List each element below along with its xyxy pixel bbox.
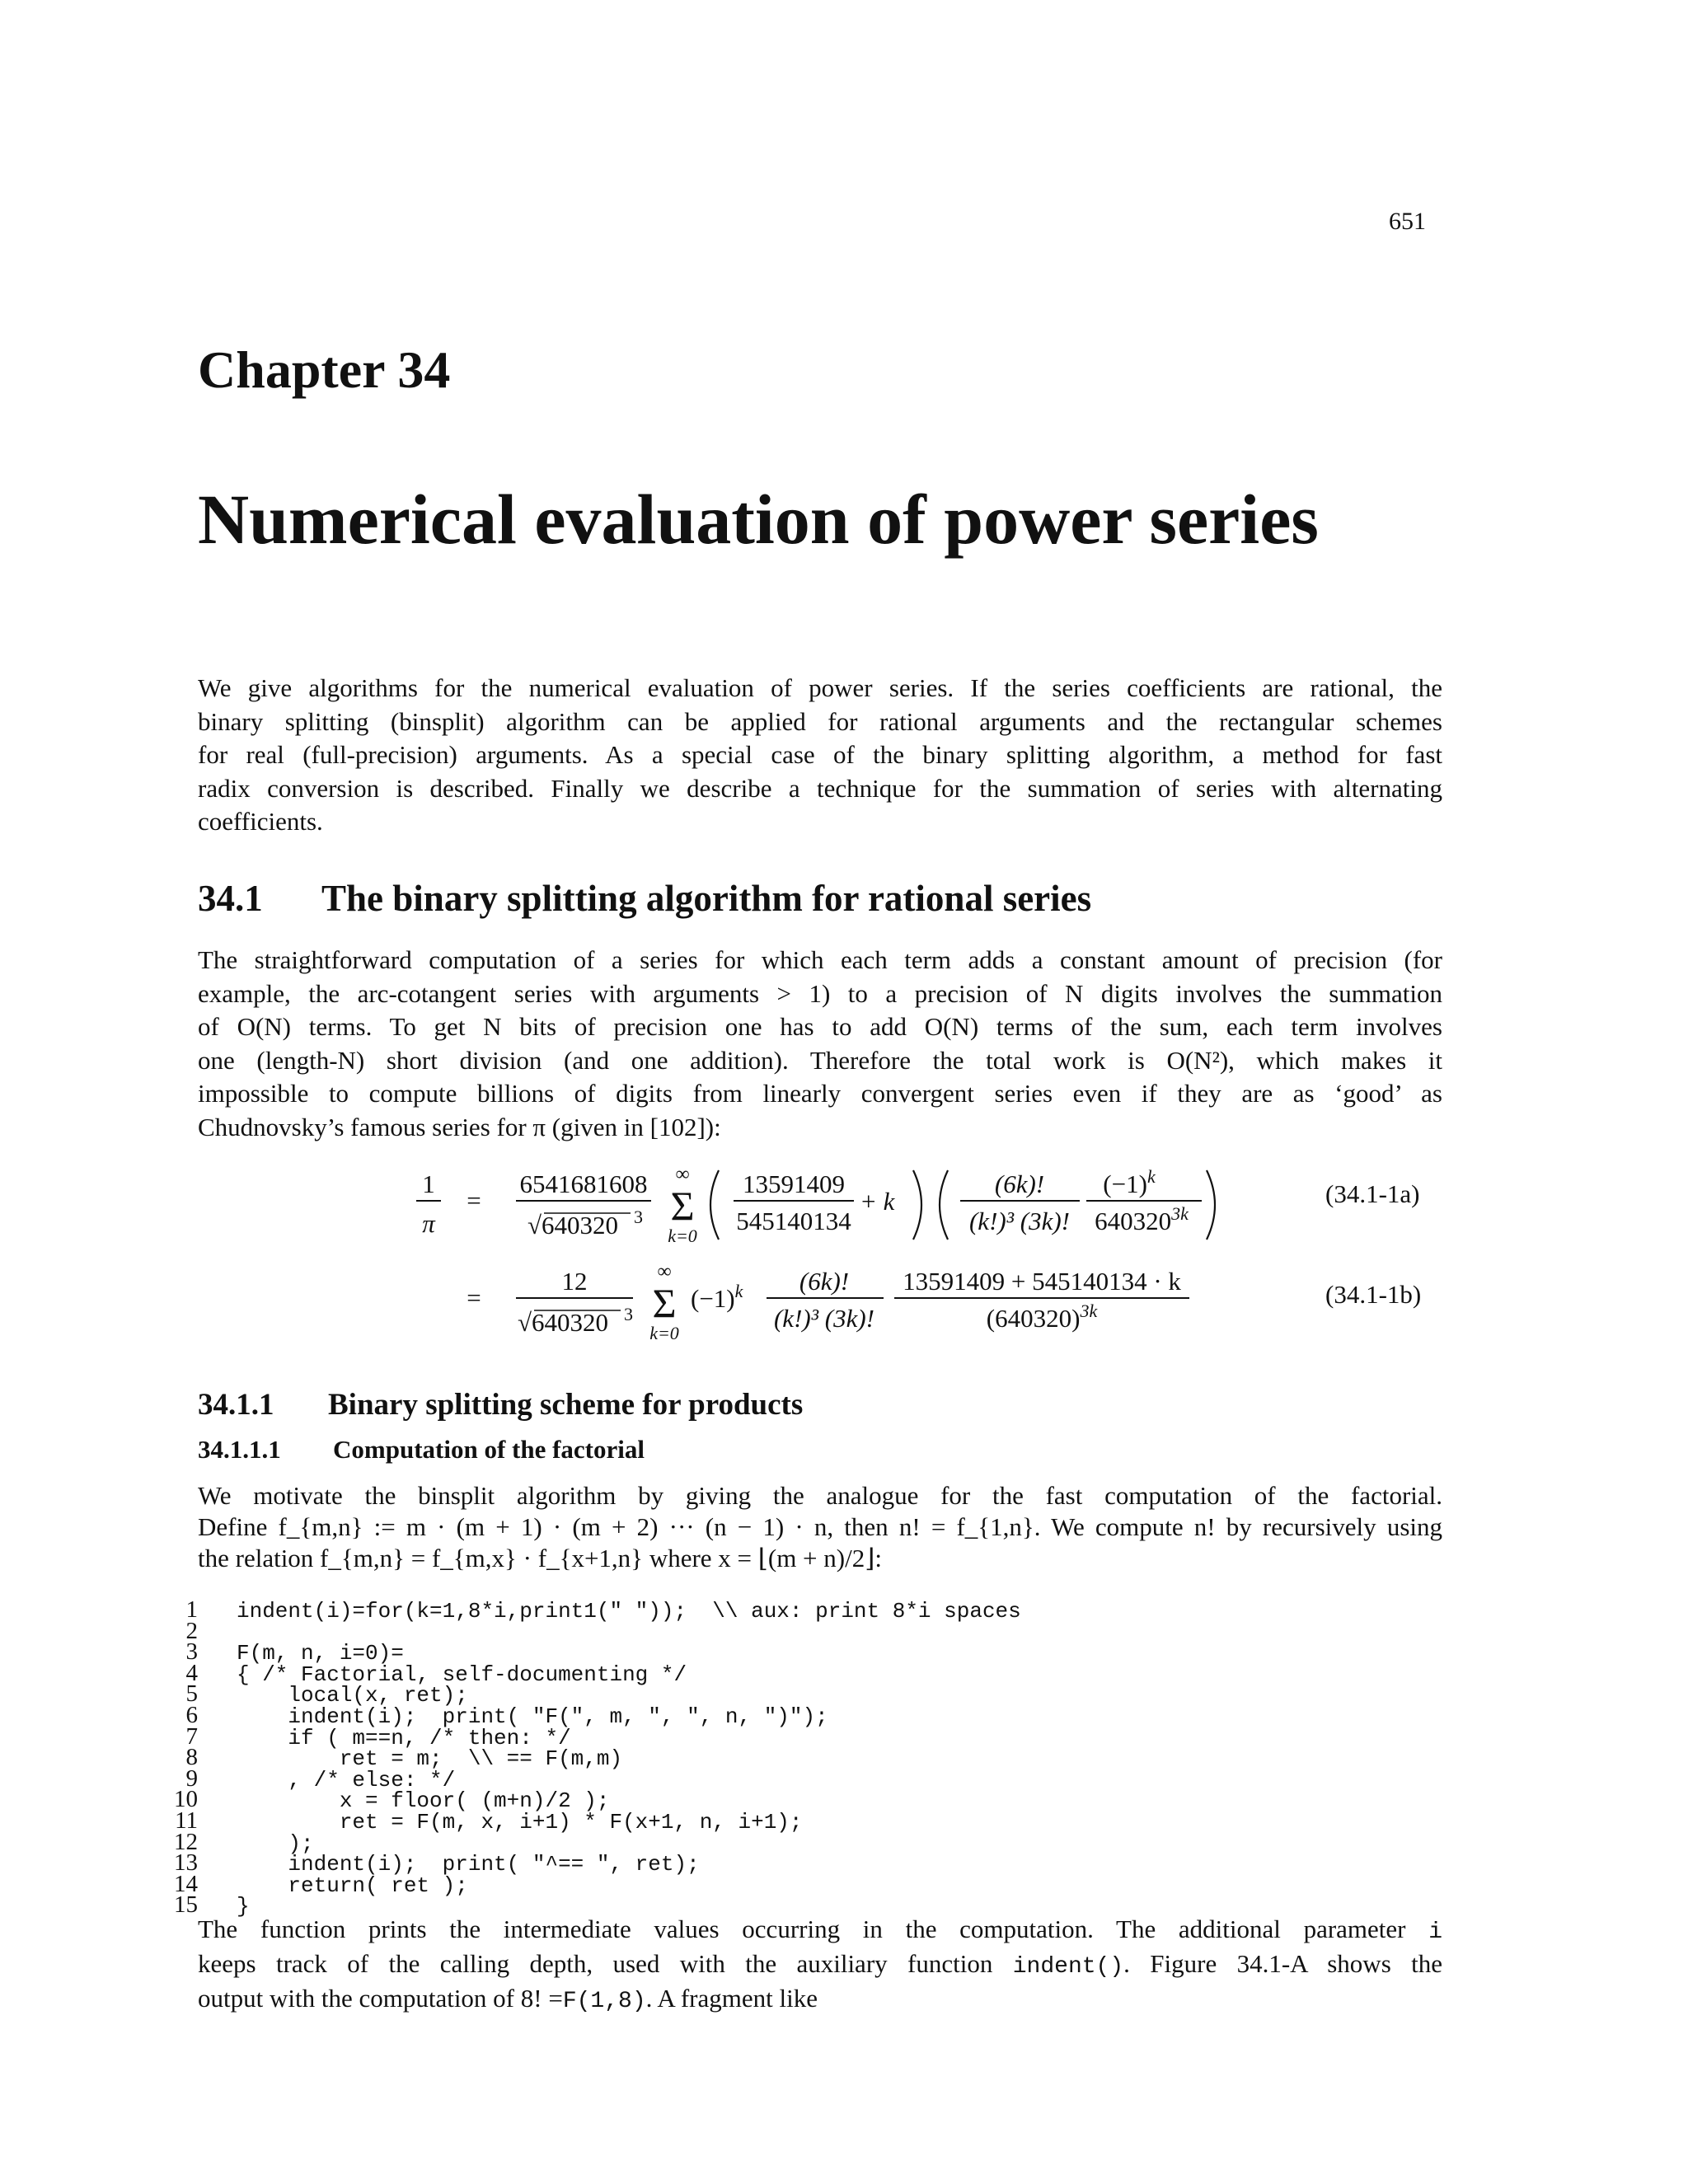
chapter-title: Numerical evaluation of power series	[198, 480, 1319, 559]
sum-lower-limit: k=0	[649, 1323, 679, 1343]
section-line: one (length-N) short division (and one addition). Therefore the total work is O(N²), which makes it	[198, 1045, 1442, 1075]
code-text: }	[237, 1894, 250, 1919]
code-line	[165, 1870, 1021, 1898]
section-line: Chudnovsky’s famous series for π (given in [102]):	[198, 1112, 721, 1141]
code-line	[165, 1849, 1021, 1877]
closing-line	[198, 1948, 1442, 1983]
section-line: impossible to compute billions of digits from linearly convergent series even if they are as ‘good’ as	[198, 1079, 1442, 1108]
closing-text: The function prints the intermediate values occurring in the computation. The additional parameter	[198, 1915, 1406, 1943]
inline-code: F(1,8)	[562, 1989, 646, 2014]
d-numerator-exponent: k	[1146, 1166, 1156, 1187]
sum-upper-limit: ∞	[675, 1164, 690, 1185]
line-number: 6	[185, 1701, 198, 1728]
subsubsection-number: 34.1.1.1	[198, 1435, 281, 1464]
code-line	[165, 1680, 1021, 1708]
c-numerator: (6k)!	[994, 1169, 1045, 1198]
sum-upper-limit: ∞	[657, 1261, 672, 1282]
code-line	[165, 1722, 1021, 1750]
code-text: return( ret );	[237, 1872, 468, 1898]
d-numerator-base: (−1)	[1103, 1169, 1147, 1198]
e-exponent: 3	[624, 1304, 633, 1324]
subsubsection-title: Computation of the factorial	[333, 1435, 645, 1464]
intro-line: We give algorithms for the numerical evaluation of power series. If the series coefficients are rational, the	[198, 673, 1442, 702]
code-text: x = floor( (m+n)/2 );	[237, 1788, 610, 1814]
e-denominator: √640320	[518, 1308, 609, 1337]
sum-symbol: Σ	[652, 1280, 677, 1326]
closing-text: output with the computation of 8! =	[198, 1984, 563, 2013]
chudnovsky-equation	[0, 1154, 1688, 1385]
closing-text: . Figure 34.1-A shows the	[1123, 1949, 1443, 1978]
code-line	[165, 1807, 1021, 1835]
closing-line	[198, 1983, 1442, 2018]
section-heading	[198, 877, 1091, 920]
c-numerator: (6k)!	[799, 1267, 850, 1296]
line-number: 4	[185, 1659, 198, 1686]
minus-one-base: (−1)	[691, 1284, 735, 1313]
section-line: of O(N) terms. To get N bits of precision one has to add O(N) terms of the sum, each term involves	[198, 1012, 1442, 1041]
subsection-number: 34.1.1	[198, 1388, 274, 1422]
code-line	[165, 1828, 1021, 1856]
section-line: The straightforward computation of a series for which each term adds a constant amount of precision (for	[198, 945, 1442, 974]
code-text: F(m, n, i=0)=	[237, 1641, 404, 1666]
line-number: 7	[185, 1722, 198, 1750]
c-denominator: (k!)³ (3k)!	[773, 1304, 875, 1333]
d-denominator	[1095, 1203, 1189, 1235]
code-line	[165, 1786, 1021, 1814]
e-numerator: 12	[561, 1267, 588, 1296]
sum-lower-limit: k=0	[668, 1226, 697, 1246]
subsubsection-heading	[198, 1435, 645, 1465]
line-number: 10	[174, 1786, 198, 1813]
line-number: 15	[174, 1891, 198, 1919]
equation-number-a: (34.1-1a)	[1325, 1179, 1420, 1208]
equation-line-b	[467, 1261, 1189, 1343]
subsection-title: Binary splitting scheme for products	[328, 1388, 804, 1422]
b-numerator: 13591409	[743, 1169, 845, 1198]
right-paren-2	[1207, 1170, 1215, 1240]
chapter-label: Chapter 34	[198, 340, 451, 399]
code-line	[165, 1744, 1021, 1772]
section-paragraph	[198, 944, 1442, 1144]
f-denominator-exponent: 3k	[1080, 1301, 1098, 1321]
code-text: , /* else: */	[237, 1767, 456, 1793]
d-numerator	[1103, 1166, 1156, 1198]
f-denominator	[987, 1301, 1099, 1333]
factorial-line: the relation f_{m,n} = f_{m,x} · f_{x+1,n} where x = ⌊(m + n)/2⌋:	[198, 1544, 882, 1572]
factorial-line: Define f_{m,n} := m · (m + 1) · (m + 2) ··· (n − 1) · n, then n! = f_{1,n}. We compute n! by recursively using	[198, 1512, 1442, 1541]
intro-paragraph	[198, 672, 1442, 839]
line-number: 12	[174, 1828, 198, 1855]
b-denominator: 545140134	[736, 1207, 851, 1235]
d-denominator-base: 640320	[1095, 1207, 1172, 1235]
sum-symbol: Σ	[670, 1183, 695, 1229]
closing-text: . A fragment like	[645, 1984, 818, 2013]
intro-line: coefficients.	[198, 807, 323, 836]
line-number: 1	[185, 1596, 198, 1623]
code-text: indent(i)=for(k=1,8*i,print1(" ")); \\ aux: print 8*i spaces	[237, 1599, 1021, 1624]
line-number: 11	[175, 1807, 198, 1834]
code-text: if ( m==n, /* then: */	[237, 1725, 571, 1750]
code-line	[165, 1617, 1021, 1644]
code-text: ret = m; \\ == F(m,m)	[237, 1746, 623, 1772]
equals-sign: =	[467, 1283, 481, 1312]
line-number: 8	[185, 1744, 198, 1771]
page-number: 651	[1389, 208, 1426, 235]
left-paren-1	[710, 1170, 719, 1240]
factorial-line: We motivate the binsplit algorithm by giving the analogue for the fast computation of the factorial.	[198, 1481, 1442, 1510]
code-text: local(x, ret);	[237, 1683, 468, 1708]
code-text: );	[237, 1830, 314, 1856]
line-number: 13	[174, 1849, 198, 1877]
line-number: 9	[185, 1765, 198, 1792]
code-text: ret = F(m, x, i+1) * F(x+1, n, i+1);	[237, 1809, 803, 1835]
code-line	[165, 1765, 1021, 1793]
code-text: indent(i); print( "F(", m, ", ", n, ")");	[237, 1704, 828, 1729]
lhs-denominator: π	[422, 1209, 435, 1238]
minus-one-power	[691, 1281, 744, 1313]
equation-number-b: (34.1-1b)	[1325, 1280, 1422, 1309]
section-number: 34.1	[198, 878, 263, 919]
code-line	[165, 1596, 1021, 1624]
line-number: 5	[185, 1680, 198, 1708]
intro-line: radix conversion is described. Finally we describe a technique for the summation of series with alternating	[198, 773, 1442, 803]
line-number: 3	[185, 1638, 198, 1666]
d-denominator-exponent: 3k	[1171, 1203, 1189, 1224]
c-denominator: (k!)³ (3k)!	[968, 1207, 1071, 1235]
code-line	[165, 1638, 1021, 1666]
plus-k: + k	[860, 1187, 895, 1216]
intro-line: for real (full-precision) arguments. As a special case of the binary splitting algorithm, a method for fast	[198, 740, 1442, 769]
line-number: 14	[174, 1870, 198, 1897]
lhs-numerator: 1	[422, 1169, 435, 1198]
code-line	[165, 1701, 1021, 1729]
section-title: The binary splitting algorithm for rational series	[321, 878, 1092, 919]
closing-paragraph	[198, 1914, 1442, 2018]
line-number: 2	[185, 1617, 198, 1644]
f-denominator-base: (640320)	[986, 1304, 1081, 1333]
equation-line-a	[416, 1164, 1215, 1246]
intro-line: binary splitting (binsplit) algorithm can be applied for rational arguments and the rectangular schemes	[198, 706, 1442, 736]
subsection-heading	[198, 1387, 803, 1422]
a-numerator: 6541681608	[519, 1169, 648, 1198]
right-paren-1	[913, 1170, 921, 1240]
code-line	[165, 1659, 1021, 1687]
code-text: { /* Factorial, self-documenting */	[237, 1661, 687, 1687]
a-exponent: 3	[634, 1207, 643, 1227]
code-text: indent(i); print( "^== ", ret);	[237, 1852, 700, 1877]
factorial-paragraph	[198, 1480, 1442, 1574]
inline-code: i	[1428, 1919, 1442, 1945]
section-line: example, the arc-cotangent series with arguments > 1) to a precision of N digits involves the summation	[198, 978, 1442, 1008]
closing-line	[198, 1914, 1442, 1948]
code-listing	[165, 1596, 1021, 1919]
f-numerator: 13591409 + 545140134 · k	[903, 1267, 1181, 1296]
minus-one-exponent: k	[734, 1281, 743, 1301]
inline-code: indent()	[1012, 1954, 1124, 1980]
equals-sign: =	[467, 1186, 481, 1215]
left-paren-2	[940, 1170, 948, 1240]
a-denominator: √640320	[528, 1211, 619, 1240]
closing-text: keeps track of the calling depth, used with the auxiliary function	[198, 1949, 993, 1978]
